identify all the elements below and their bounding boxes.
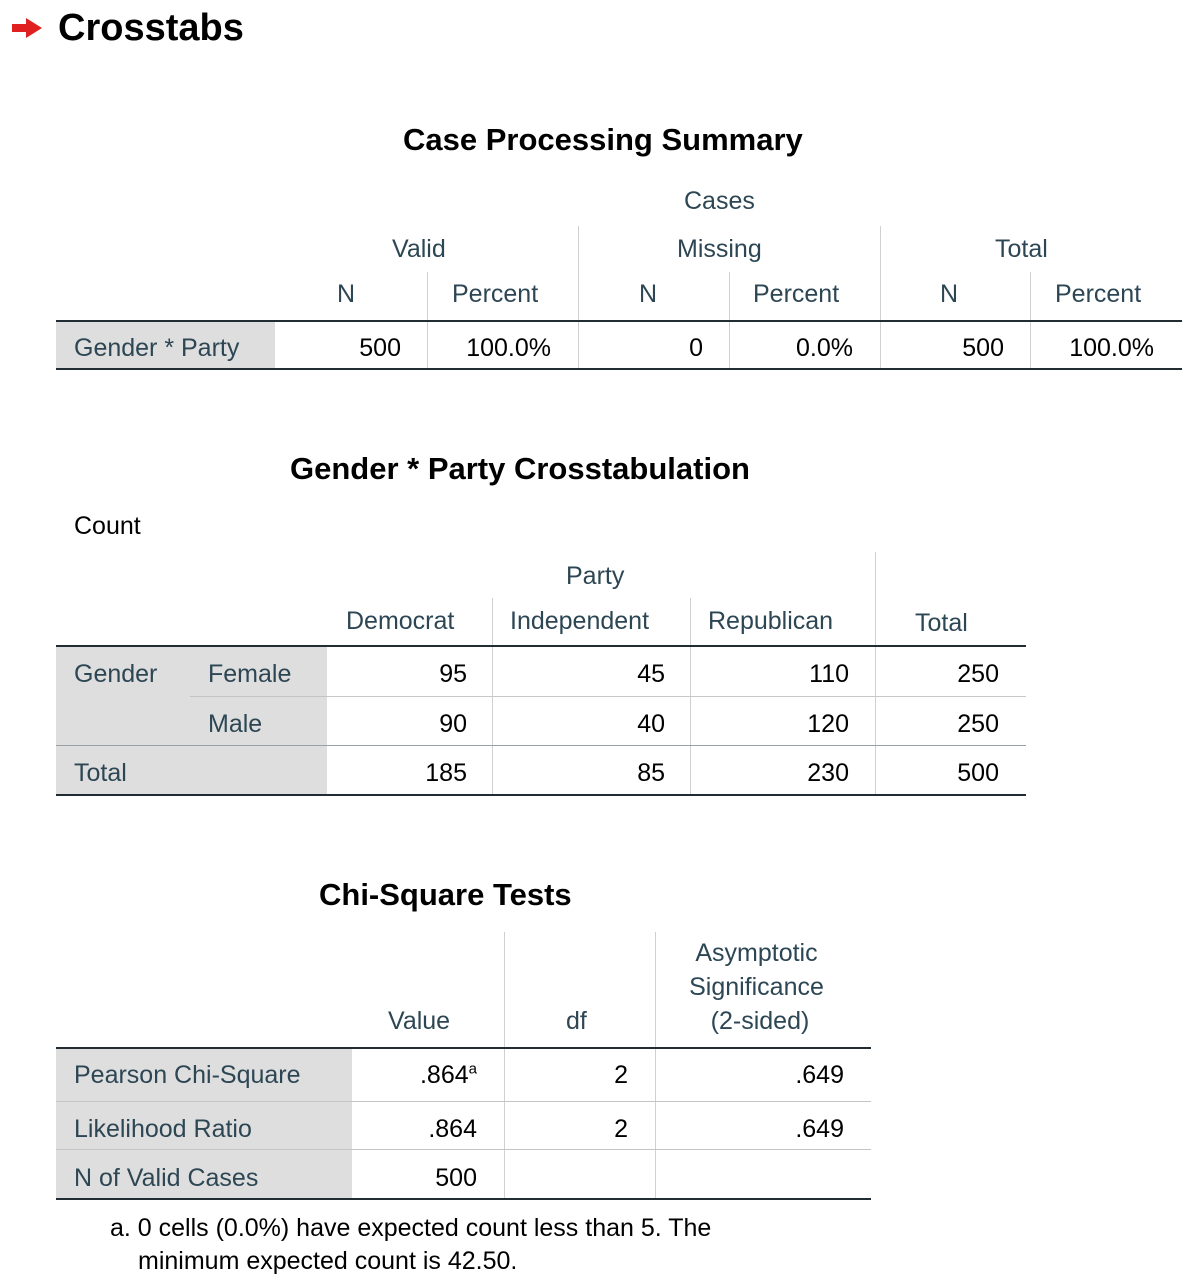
cell-missing-n: 0 <box>689 334 703 362</box>
cell-df: 2 <box>614 1115 628 1143</box>
row-label-total: Total <box>74 759 127 787</box>
footnote-marker: a <box>468 1060 477 1078</box>
cell-value: 500 <box>435 1164 477 1192</box>
group-header-missing: Missing <box>677 235 762 263</box>
cell-value: .864$^a$ <box>419 1060 477 1089</box>
column-header-value: Value <box>388 1007 451 1035</box>
row-label-male: Male <box>208 710 263 738</box>
column-header-republican: Republican <box>708 607 834 635</box>
group-header-valid: Valid <box>392 235 446 263</box>
stat-label: Count <box>74 512 141 540</box>
cell: 95 <box>439 660 467 688</box>
cell: 120 <box>807 710 849 738</box>
column-header-df: df <box>566 1007 587 1035</box>
cell-missing-percent: 0.0% <box>796 334 853 362</box>
subheader-percent: Percent <box>452 280 539 308</box>
cell-total-n: 500 <box>962 334 1004 362</box>
cell-total-percent: 100.0% <box>1069 334 1154 362</box>
cell: 185 <box>425 759 467 787</box>
subheader-percent: Percent <box>1055 280 1142 308</box>
arrow-right-icon <box>10 16 44 40</box>
column-header-democrat: Democrat <box>346 607 455 635</box>
row-label: Gender * Party <box>74 334 240 362</box>
footnote-line-2: minimum expected count is 42.50. <box>138 1247 518 1275</box>
row-label-likelihood: Likelihood Ratio <box>74 1115 252 1143</box>
cases-header: Cases <box>684 187 755 215</box>
cell-significance: .649 <box>795 1061 844 1089</box>
subheader-n: N <box>639 280 658 308</box>
cell: 90 <box>439 710 467 738</box>
row-label-n-valid: N of Valid Cases <box>74 1164 259 1192</box>
cell: 230 <box>807 759 849 787</box>
subheader-n: N <box>940 280 959 308</box>
subheader-n: N <box>337 280 356 308</box>
cell: 110 <box>809 660 849 688</box>
cell: 500 <box>957 759 999 787</box>
cell: 250 <box>957 660 999 688</box>
row-group-label: Gender <box>74 660 158 688</box>
cell-df: 2 <box>614 1061 628 1089</box>
page-title: Crosstabs <box>58 7 244 49</box>
column-header-significance: Asymptotic <box>695 939 818 967</box>
cell: 85 <box>637 759 665 787</box>
crosstab-title: Gender * Party Crosstabulation <box>290 451 750 486</box>
cell-valid-percent: 100.0% <box>466 334 551 362</box>
column-header-significance: Significance <box>689 973 824 1001</box>
group-header-total: Total <box>995 235 1048 263</box>
row-label-female: Female <box>208 660 292 688</box>
cell: 40 <box>637 710 665 738</box>
row-label-pearson: Pearson Chi-Square <box>74 1061 301 1089</box>
footnote-line-1: a. 0 cells (0.0%) have expected count less than 5. The <box>110 1214 712 1242</box>
column-header-significance: (2-sided) <box>710 1007 810 1035</box>
cell-significance: .649 <box>795 1115 844 1143</box>
chi-square-title: Chi-Square Tests <box>319 877 572 912</box>
subheader-percent: Percent <box>753 280 840 308</box>
column-header-independent: Independent <box>510 607 650 635</box>
cell: 45 <box>637 660 665 688</box>
cell: 250 <box>957 710 999 738</box>
column-header-total: Total <box>915 609 968 637</box>
case-processing-title: Case Processing Summary <box>403 122 803 157</box>
cell-value: .864 <box>428 1115 477 1143</box>
cell-valid-n: 500 <box>359 334 401 362</box>
party-header: Party <box>566 562 625 590</box>
